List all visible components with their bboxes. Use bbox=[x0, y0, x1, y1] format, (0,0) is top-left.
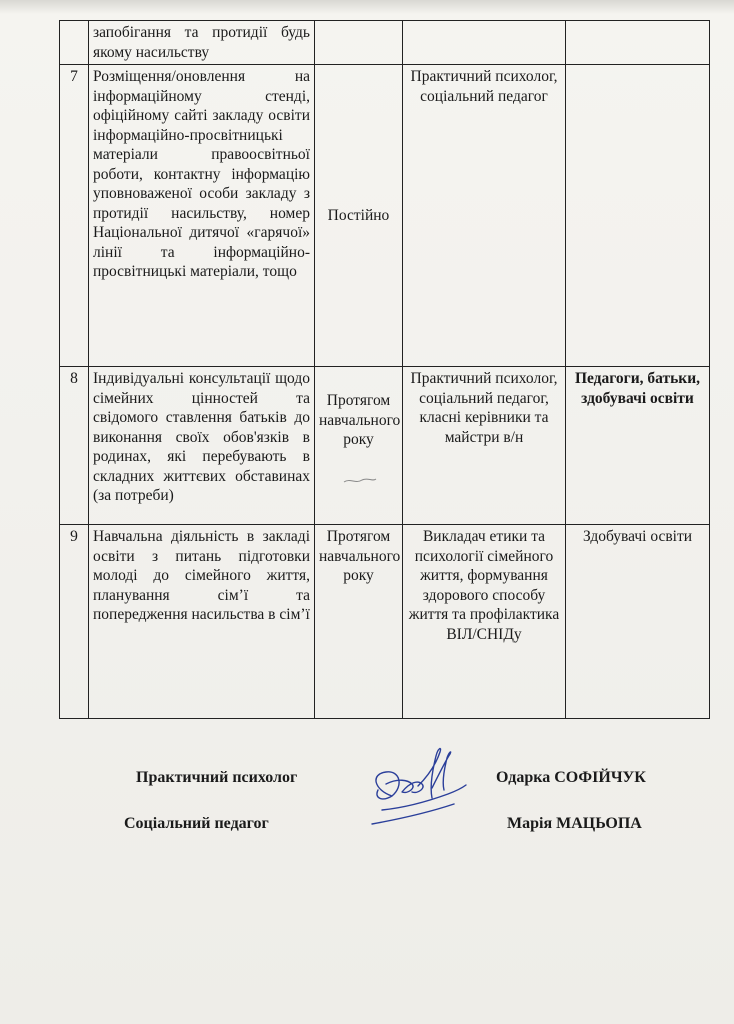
row-number: 7 bbox=[60, 65, 89, 367]
row-number: 9 bbox=[60, 525, 89, 719]
row-responsible: Практичний психолог, соціальний педагог, класні керівники та майстри в/н bbox=[403, 367, 566, 525]
row-target: Педагоги, батьки, здобувачі освіти bbox=[566, 367, 710, 525]
row-term: Протягом навчального року bbox=[315, 367, 403, 525]
signer-role-social-pedagogue: Соціальний педагог bbox=[124, 815, 269, 832]
row-term: Постійно bbox=[315, 65, 403, 367]
row-term: Протягом навчального року bbox=[315, 525, 403, 719]
signer-name-social-pedagogue: Марія МАЦЬОПА bbox=[507, 815, 642, 832]
handwritten-signature-icon bbox=[352, 738, 482, 848]
row-responsible: Викладач етики та психології сімейного життя, формування здорового способу життя та профілактика ВІЛ/СНІДу bbox=[403, 525, 566, 719]
row-responsible: Практичний психолог, соціальний педагог bbox=[403, 65, 566, 367]
pencil-mark-icon bbox=[340, 470, 380, 490]
row-content: Навчальна діяльність в закладі освіти з питань підготовки молоді до сімейного життя, планування сім’ї та попередження насильства в сім’ї bbox=[89, 525, 315, 719]
row-content: Індивідуальні консультації щодо сімейних цінностей та свідомого ставлення батьків до виконання своїх обов'язків в родинах, які перебувають в складних життєвих обставинах (за потреби) bbox=[89, 367, 315, 525]
row-target: Здобувачі освіти bbox=[566, 525, 710, 719]
row-content: запобігання та протидії будь якому насильству bbox=[89, 21, 315, 65]
signer-name-psychologist: Одарка СОФІЙЧУК bbox=[496, 769, 646, 786]
signer-role-psychologist: Практичний психолог bbox=[136, 769, 298, 786]
row-number: 8 bbox=[60, 367, 89, 525]
row-content: Розміщення/оновлення на інформаційному стенді, офіційному сайті закладу освіти інформаційно-просвітницькі матеріали правоосвітньої роботи, контактну інформацію уповноваженої особи закладу з протидії насильству, номер Національної дитячої «гарячої» лінії та інформаційно-просвітницькі матеріали, тощо bbox=[89, 65, 315, 367]
